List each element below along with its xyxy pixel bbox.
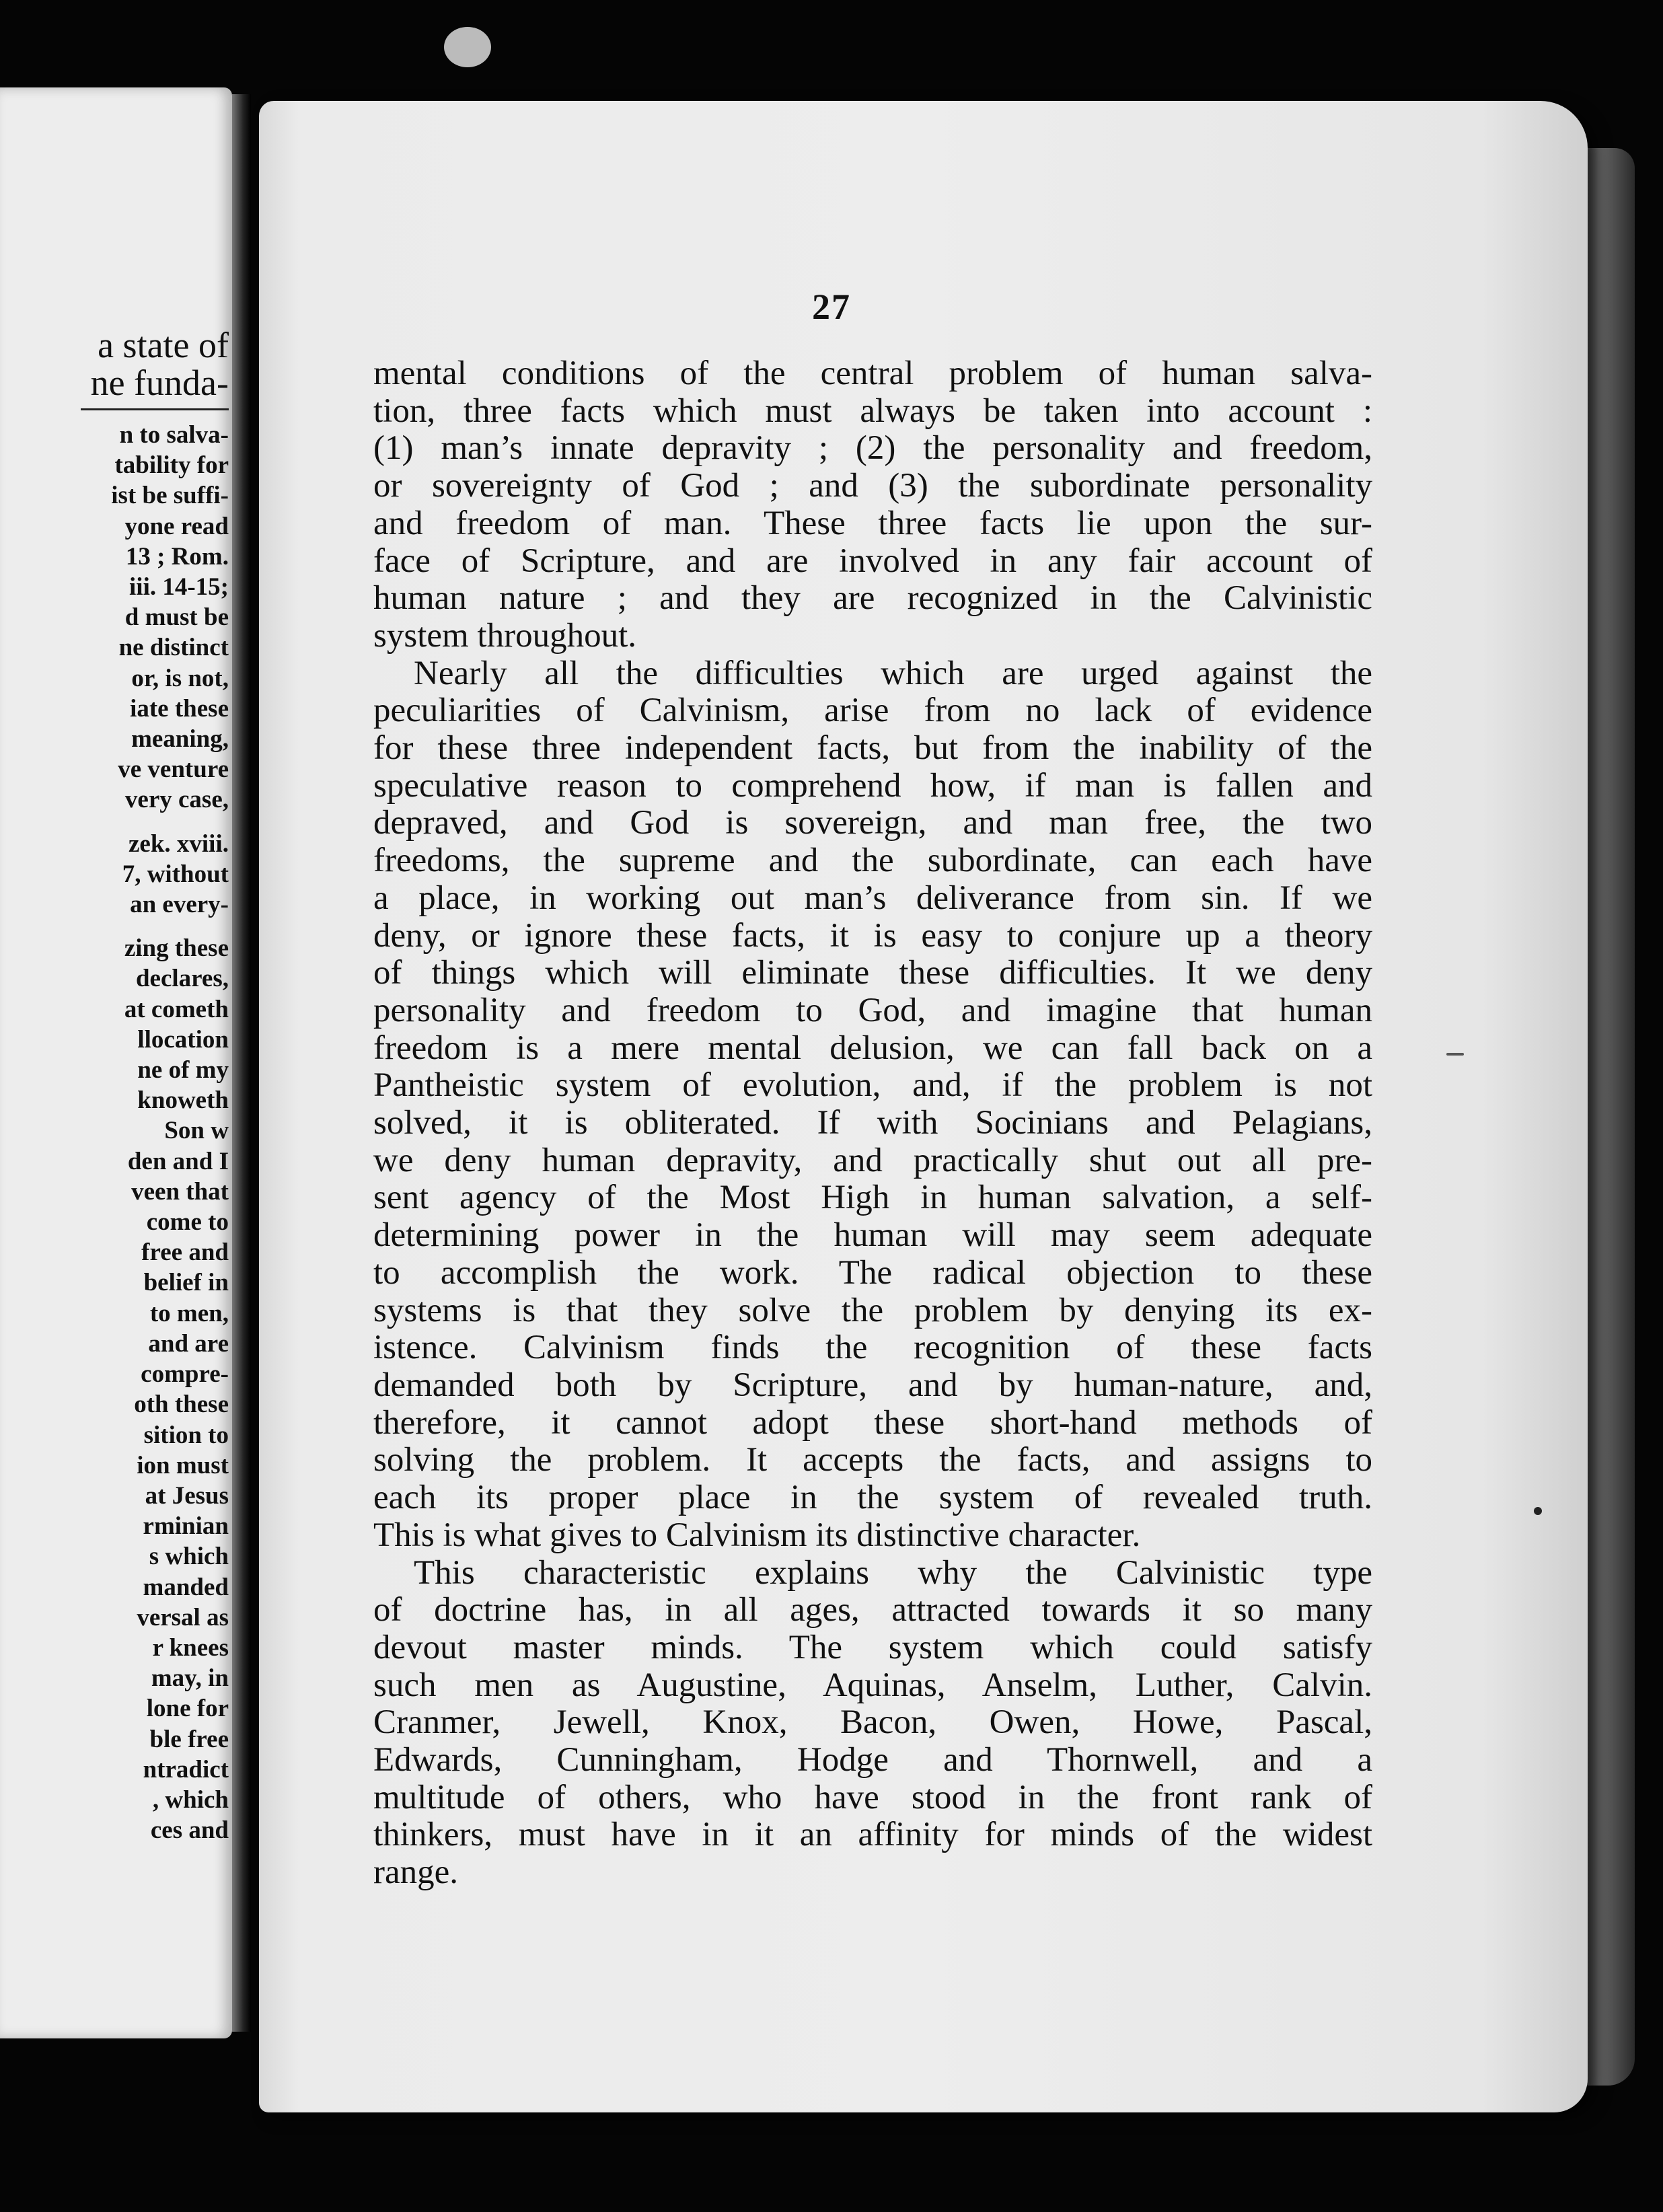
left-heading-line: a state of [98,326,229,364]
dust-speck [444,27,491,67]
text-line: Cranmer, Jewell, Knox, Bacon, Owen, Howe, Pascal, [373,1703,1372,1742]
left-note-line: may, in [151,1664,229,1693]
text-line: demanded both by Scripture, and by human-nature, and, [373,1366,1372,1404]
left-rule [81,408,229,410]
left-gap [0,815,229,829]
left-note-line: belief in [143,1269,229,1297]
left-note-line: ble free [149,1725,229,1753]
left-note-line: r knees [152,1633,229,1662]
text-line: Nearly all the difficulties which are urged against the [414,654,1372,692]
left-note-line: oth these [134,1391,229,1419]
left-note-line: iate these [130,694,229,723]
text-line: deny, or ignore these facts, it is easy to conjure up a theory [373,916,1372,955]
left-note-line: , which [152,1785,229,1814]
left-note-line: compre- [141,1360,229,1389]
text-line: istence. Calvinism finds the recognition of these facts [373,1329,1372,1367]
left-note-line: veen that [131,1177,229,1206]
left-page [0,87,232,2038]
text-line: of doctrine has, in all ages, attracted towards it so many [373,1591,1372,1629]
left-note-line: declares, [135,965,229,993]
left-notes [0,420,229,1845]
left-note-line: s which [149,1543,229,1571]
text-line: tion, three facts which must always be taken into account : [373,392,1372,430]
text-line: personality and freedom to God, and imagine that human [373,991,1372,1029]
left-note-line: ces and [150,1816,229,1845]
left-page-text [0,326,229,1845]
left-gap [0,920,229,933]
text-line: systems is that they solve the problem by denying its ex- [373,1291,1372,1329]
left-note-line: d must be [124,603,229,632]
text-line: depraved, and God is sovereign, and man free, the two [373,804,1372,842]
text-line: we deny human depravity, and practically shut out all pre- [373,1141,1372,1179]
dust-speck [1446,1053,1464,1056]
text-line: peculiarities of Calvinism, arise from no lack of evidence [373,692,1372,730]
text-line: for these three independent facts, but from the inability of the [373,729,1372,768]
left-note-line: to men, [149,1299,229,1327]
left-note-line: ist be suffi- [111,482,229,510]
left-note-line: very case, [124,786,229,814]
text-line: or sovereignty of God ; and (3) the subordinate personality [373,467,1372,505]
left-note-line: come to [146,1208,229,1237]
left-note-line: versal as [137,1603,229,1631]
text-line: system throughout. [373,616,636,655]
left-note-line: ion must [137,1451,229,1479]
left-note-line: n to salva- [119,421,229,449]
left-note-line: yone read [124,512,229,540]
left-note-line: sition to [143,1421,229,1449]
left-note-line: tability for [114,451,229,480]
left-note-line: at Jesus [145,1481,229,1510]
body-text [373,355,1372,1892]
text-line: human nature ; and they are recognized in the Calvinistic [373,579,1372,618]
left-note-line: manded [143,1573,229,1601]
left-note-line: zing these [124,934,229,963]
text-line: multitude of others, who have stood in the front rank of [373,1778,1372,1816]
text-line: Pantheistic system of evolution, and, if the problem is not [373,1066,1372,1105]
text-line: freedom is a mere mental delusion, we can fall back on a [373,1029,1372,1067]
left-note-line: rminian [143,1512,229,1541]
left-note-line: iii. 14-15; [129,573,229,601]
left-note-line: 7, without [122,860,229,888]
text-line: This is what gives to Calvinism its distinctive character. [373,1516,1141,1554]
text-line: a place, in working out man’s deliverance from sin. If we [373,879,1372,917]
text-line: to accomplish the work. The radical objection to these [373,1253,1372,1292]
text-line: each its proper place in the system of revealed truth. [373,1479,1372,1517]
left-note-line: lone for [146,1695,229,1723]
book-gutter [232,94,251,2032]
left-note-line: ne of my [137,1056,229,1084]
left-note-line: 13 ; Rom. [125,542,229,570]
text-line: speculative reason to comprehend how, if man is fallen and [373,766,1372,805]
text-line: mental conditions of the central problem of human salva- [373,355,1372,392]
text-line: determining power in the human will may seem adequate [373,1216,1372,1255]
text-line: This characteristic explains why the Calvinistic type [414,1553,1372,1592]
left-note-line: an every- [130,891,229,919]
text-line: of things which will eliminate these difficulties. It we deny [373,954,1372,992]
left-note-line: ntradict [143,1755,229,1783]
text-line: devout master minds. The system which could satisfy [373,1628,1372,1666]
text-line: freedoms, the supreme and the subordinate, can each have [373,842,1372,880]
text-line: Edwards, Cunningham, Hodge and Thornwell, and a [373,1741,1372,1779]
page-number: 27 [812,287,851,327]
left-note-line: at cometh [124,995,229,1023]
left-note-line: knoweth [137,1086,229,1115]
text-line: therefore, it cannot adopt these short-hand methods of [373,1403,1372,1442]
text-line: thinkers, must have in it an affinity for minds of the widest [373,1816,1372,1854]
left-note-line: ne distinct [118,634,229,662]
text-line: face of Scripture, and are involved in any fair account of [373,542,1372,580]
dust-speck [1534,1507,1542,1515]
left-note-line: llocation [137,1025,229,1054]
text-line: sent agency of the Most High in human salvation, a self- [373,1179,1372,1217]
left-note-line: zek. xviii. [128,830,229,858]
text-line: range. [373,1853,459,1892]
left-note-line: free and [141,1239,229,1267]
left-note-line: meaning, [131,725,229,753]
text-line: and freedom of man. These three facts lie upon the sur- [373,504,1372,542]
left-note-line: and are [148,1329,229,1358]
text-line: (1) man’s innate depravity ; (2) the personality and freedom, [373,429,1372,468]
text-line: solving the problem. It accepts the facts, and assigns to [373,1441,1372,1479]
text-line: solved, it is obliterated. If with Socinians and Pelagians, [373,1104,1372,1142]
left-note-line: den and I [127,1147,229,1175]
left-note-line: ve venture [118,755,229,784]
left-note-line: Son w [164,1117,229,1145]
left-heading-line: ne funda- [90,364,229,402]
left-note-line: or, is not, [131,664,229,692]
text-line: such men as Augustine, Aquinas, Anselm, Luther, Calvin. [373,1666,1372,1704]
